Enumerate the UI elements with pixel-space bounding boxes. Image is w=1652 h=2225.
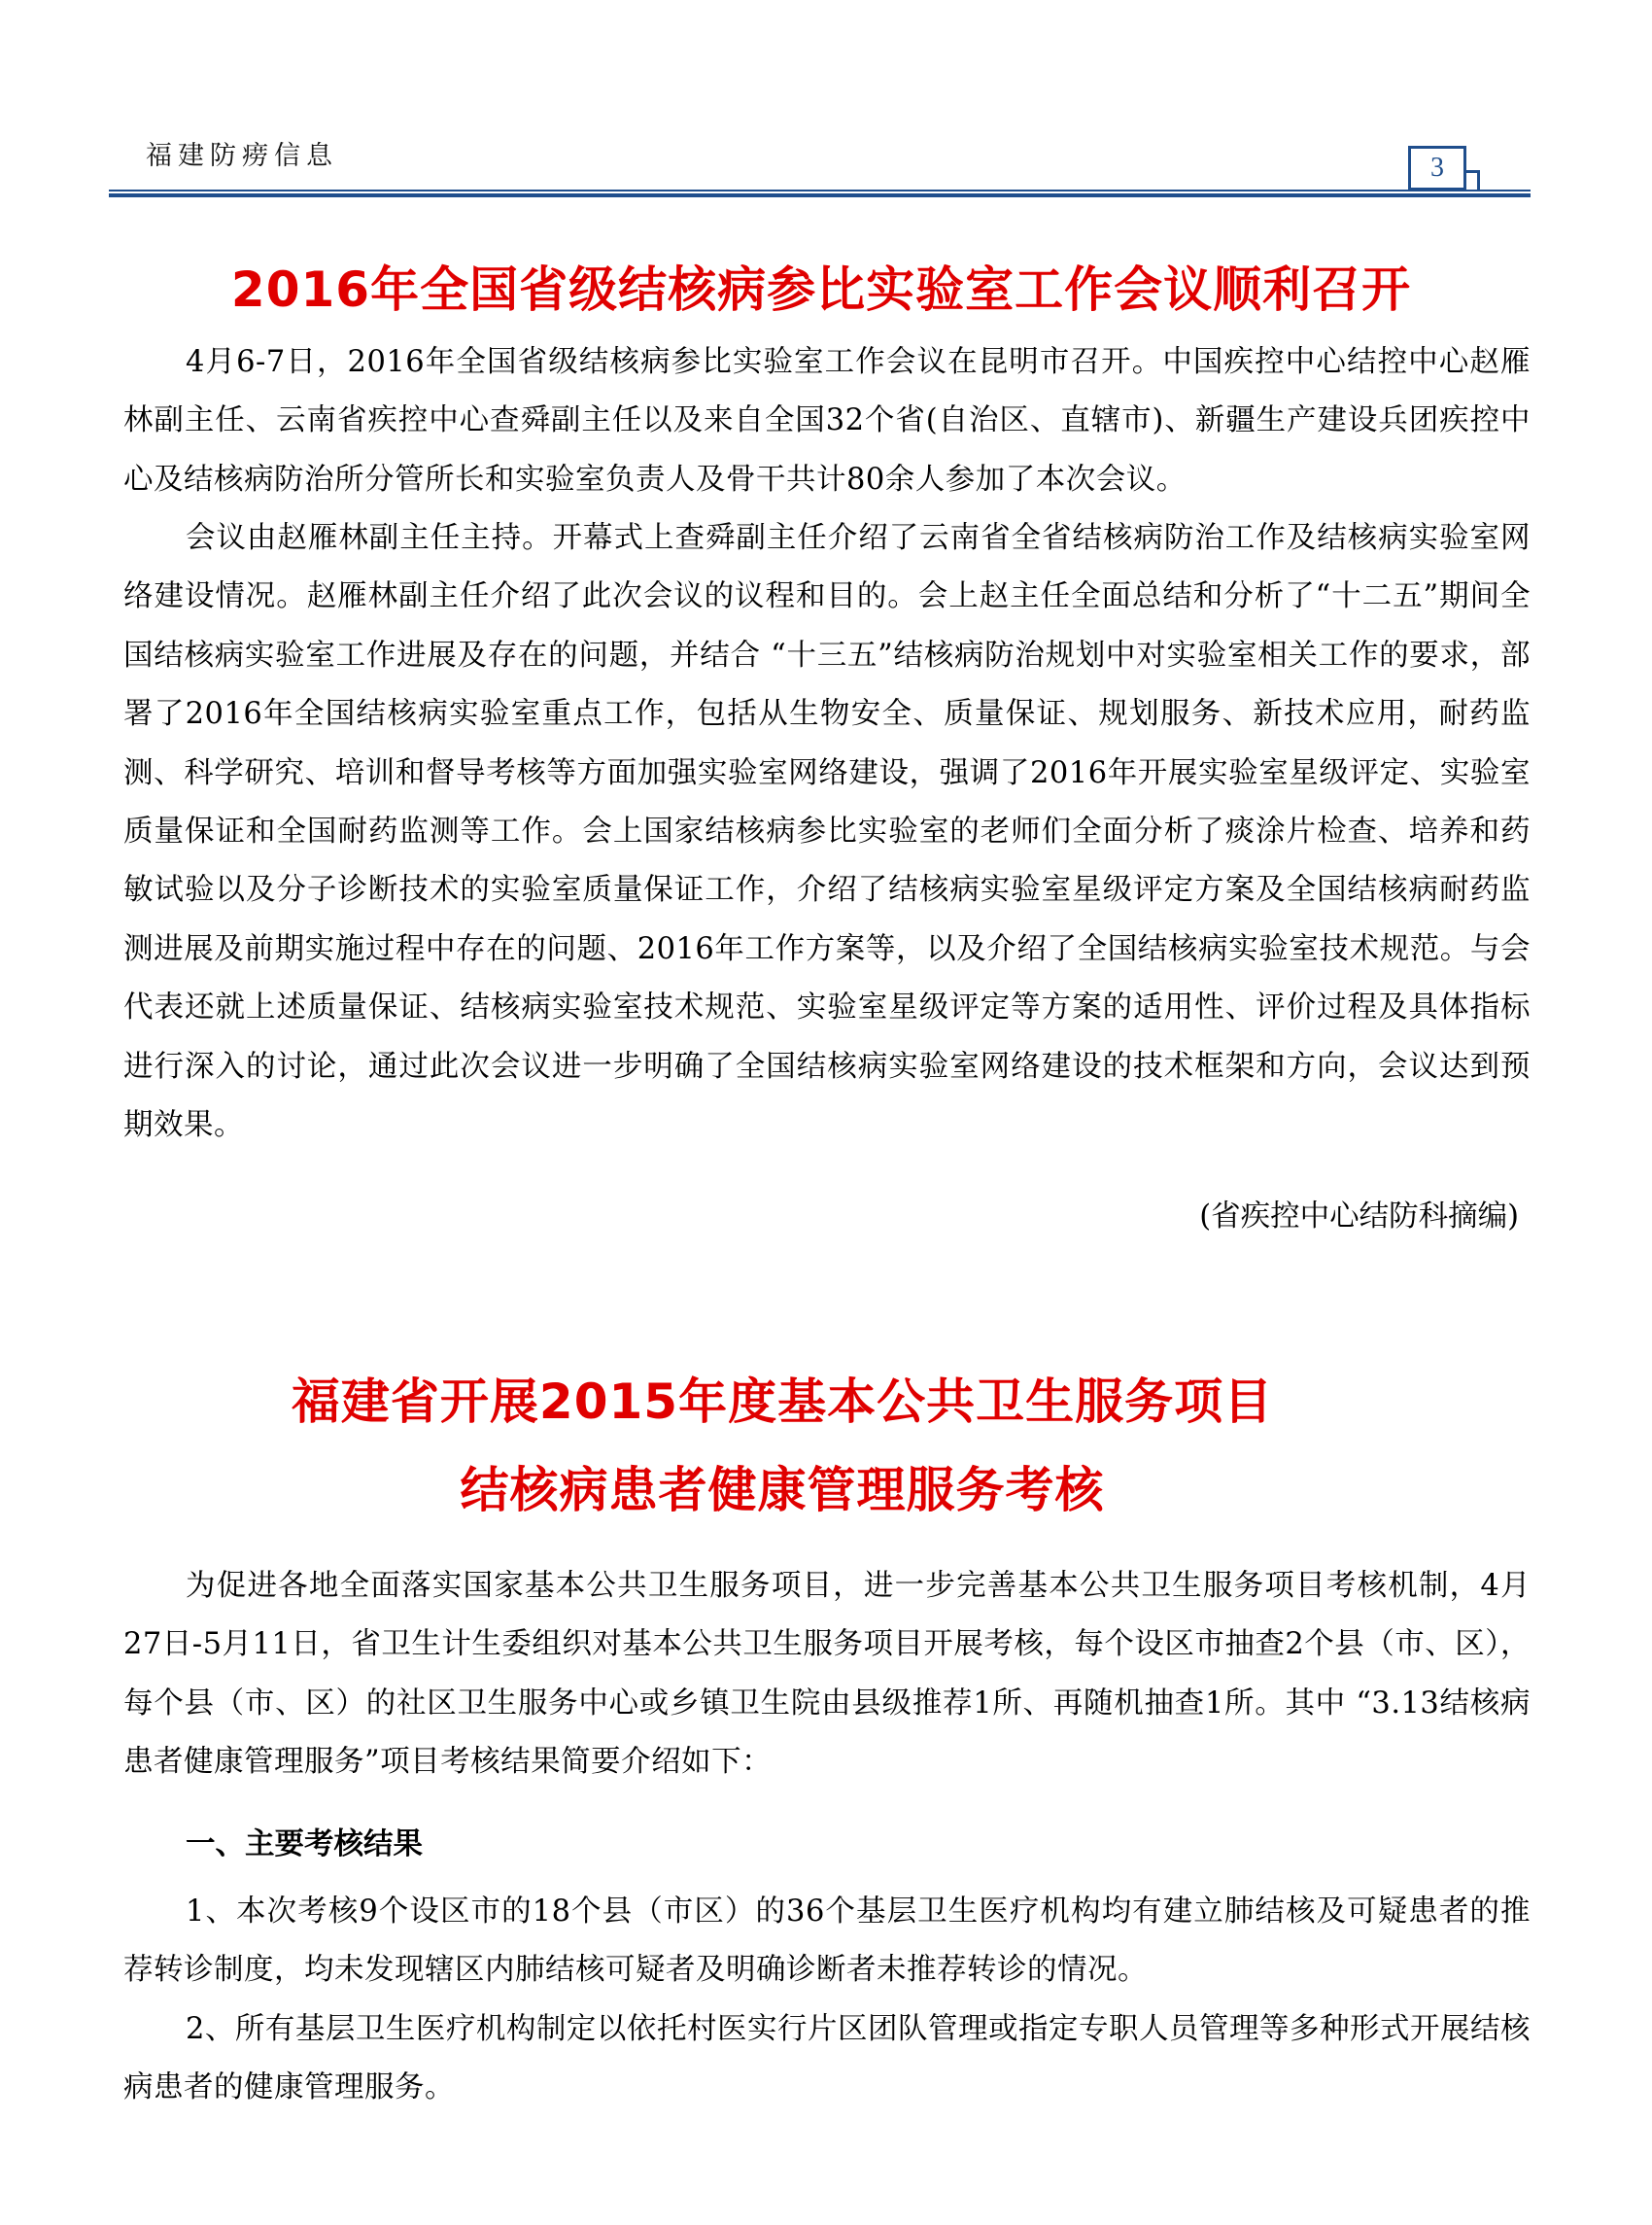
article2-title-line2: 结核病患者健康管理服务考核 [460,1462,1105,1518]
page-number: 3 [1408,146,1466,191]
result-item: 1、本次考核9个设区市的18个县（市区）的36个基层卫生医疗机构均有建立肺结核及可疑患者的推荐转诊制度，均未发现辖区内肺结核可疑者及明确诊断者未推荐转诊的情况。 [123,1895,1531,1988]
page-number-tab [1466,170,1480,191]
header-rule-thick [109,193,1531,197]
publication-name: 福建防痨信息 [146,141,338,171]
article2-title-line1: 福建省开展2015年度基本公共卫生服务项目 [291,1373,1274,1430]
article1-paragraph: 会议由赵雁林副主任主持。开幕式上查舜副主任介绍了云南省全省结核病防治工作及结核病实验室网络建设情况。赵雁林副主任介绍了此次会议的议程和目的。会上赵主任全面总结和分析了“十二五”期间全国结核病实验室工作进展及存在的问题，并结合 “十三五”结核病防治规划中对实验室相关工作的要求，部署了2016年全国结核病实验室重点工作，包括从生物安全、质量保证、规划服务、新技术应用，耐药监测、科学研究、培训和督导考核等方面加强实验室网络建设，强调了2016年开展实验室星级评定、实验室质量保证和全国耐药监测等工作。会上国家结核病参比实验室的老师们全面分析了痰涂片检查、培养和药敏试验以及分子诊断技术的实验室质量保证工作，介绍了结核病实验室星级评定方案及全国结核病耐药监测进展及前期实施过程中存在的问题、2016年工作方案等，以及介绍了全国结核病实验室技术规范。与会代表还就上述质量保证、结核病实验室技术规范、实验室星级评定等方案的适用性、评价过程及具体指标进行深入的讨论，通过此次会议进一步明确了全国结核病实验室网络建设的技术框架和方向，会议达到预期效果。 [123,521,1531,1143]
result-item: 2、所有基层卫生医疗机构制定以依托村医实行片区团队管理或指定专职人员管理等多种形式开展结核病患者的健康管理服务。 [123,2012,1531,2105]
article2-intro: 为促进各地全面落实国家基本公共卫生服务项目，进一步完善基本公共卫生服务项目考核机制，4月27日-5月11日，省卫生计生委组织对基本公共卫生服务项目开展考核，每个设区市抽查2个县（市、区），每个县（市、区）的社区卫生服务中心或乡镇卫生院由县级推荐1所、再随机抽查1所。其中 “3.13结核病患者健康管理服务”项目考核结果简要介绍如下： [123,1569,1531,1780]
section-heading: 一、主要考核结果 [186,1827,423,1861]
article1-source: (省疾控中心结防科摘编) [1199,1199,1519,1234]
article1-title: 2016年全国省级结核病参比实验室工作会议顺利召开 [230,261,1412,318]
header-rule [109,190,1531,191]
article1-paragraph: 4月6-7日，2016年全国省级结核病参比实验室工作会议在昆明市召开。中国疾控中心结控中心赵雁林副主任、云南省疾控中心查舜副主任以及来自全国32个省(自治区、直辖市)、新疆生产建设兵团疾控中心及结核病防治所分管所长和实验室负责人及骨干共计80余人参加了本次会议。 [123,345,1531,497]
